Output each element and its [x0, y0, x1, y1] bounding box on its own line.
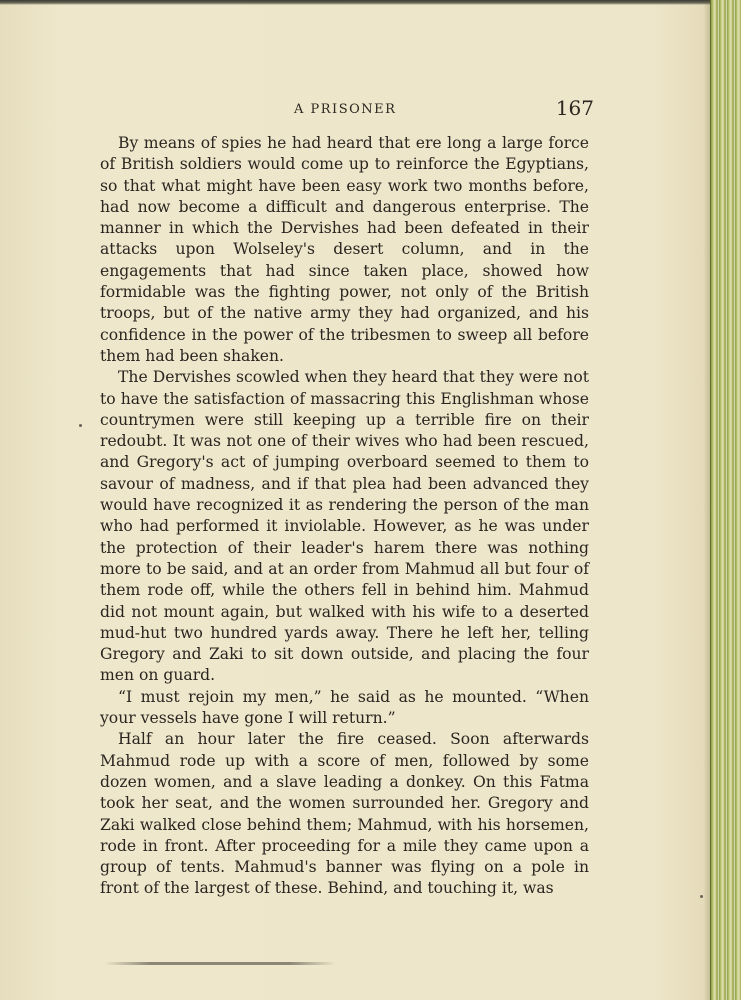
page-number: 167	[555, 96, 594, 120]
paragraph: Half an hour later the fire ceased. Soon afterwards Mahmud rode up with a score of men, followed by some dozen women, and a slave leading a donkey. On this Fatma took her seat, and the women surrounded her. Gregory and Zaki walked close behind them; Mahmud, with his horsemen, rode in front. After proceeding for a mile they came upon a group of tents. Mahmud's banner was flying on a pole in front of the largest of these. Behind, and touching it, was	[100, 730, 589, 898]
paragraph: “I must rejoin my men,” he said as he mounted. “When your vessels have gone I will return.”	[100, 687, 589, 728]
paragraph: The Dervishes scowled when they heard that they were not to have the satisfaction of massacring this Englishman whose countrymen were still keeping up a terrible fire on their redoubt. It was not one of their wives who had been rescued, and Gregory's act of jumping overboard seemed to them to savour of madness, and if that plea had been advanced they would have recognized it as rendering the person of the man who had performed it inviolable. However, as he was under the protection of their leader's harem there was nothing more to be said, and at an order from Mahmud all but four of them rode off, while the others fell in behind him. Mahmud did not mount again, but walked with his wife to a deserted mud-hut two hundred yards away. There he left her, telling Gregory and Zaki to sit down outside, and placing the four men on guard.	[100, 368, 589, 685]
margin-mark	[79, 424, 82, 427]
running-title: A PRISONER	[294, 102, 397, 117]
body-text	[100, 133, 589, 900]
bottom-rule	[104, 962, 336, 965]
paragraph: By means of spies he had heard that ere long a large force of British soldiers would come up to reinforce the Egyptians, so that what might have been easy work two months before, had now become a difficult and dangerous enterprise. The manner in which the Dervishes had been defeated in their attacks upon Wolseley's desert column, and in the engagements that had since taken place, showed how formidable was the fighting power, not only of the British troops, but of the native army they had organized, and his confidence in the power of the tribesmen to sweep all before them had been shaken.	[100, 134, 589, 365]
page-edges-stack	[710, 0, 741, 1000]
page-header	[100, 96, 594, 122]
page-top-shadow	[0, 0, 741, 5]
